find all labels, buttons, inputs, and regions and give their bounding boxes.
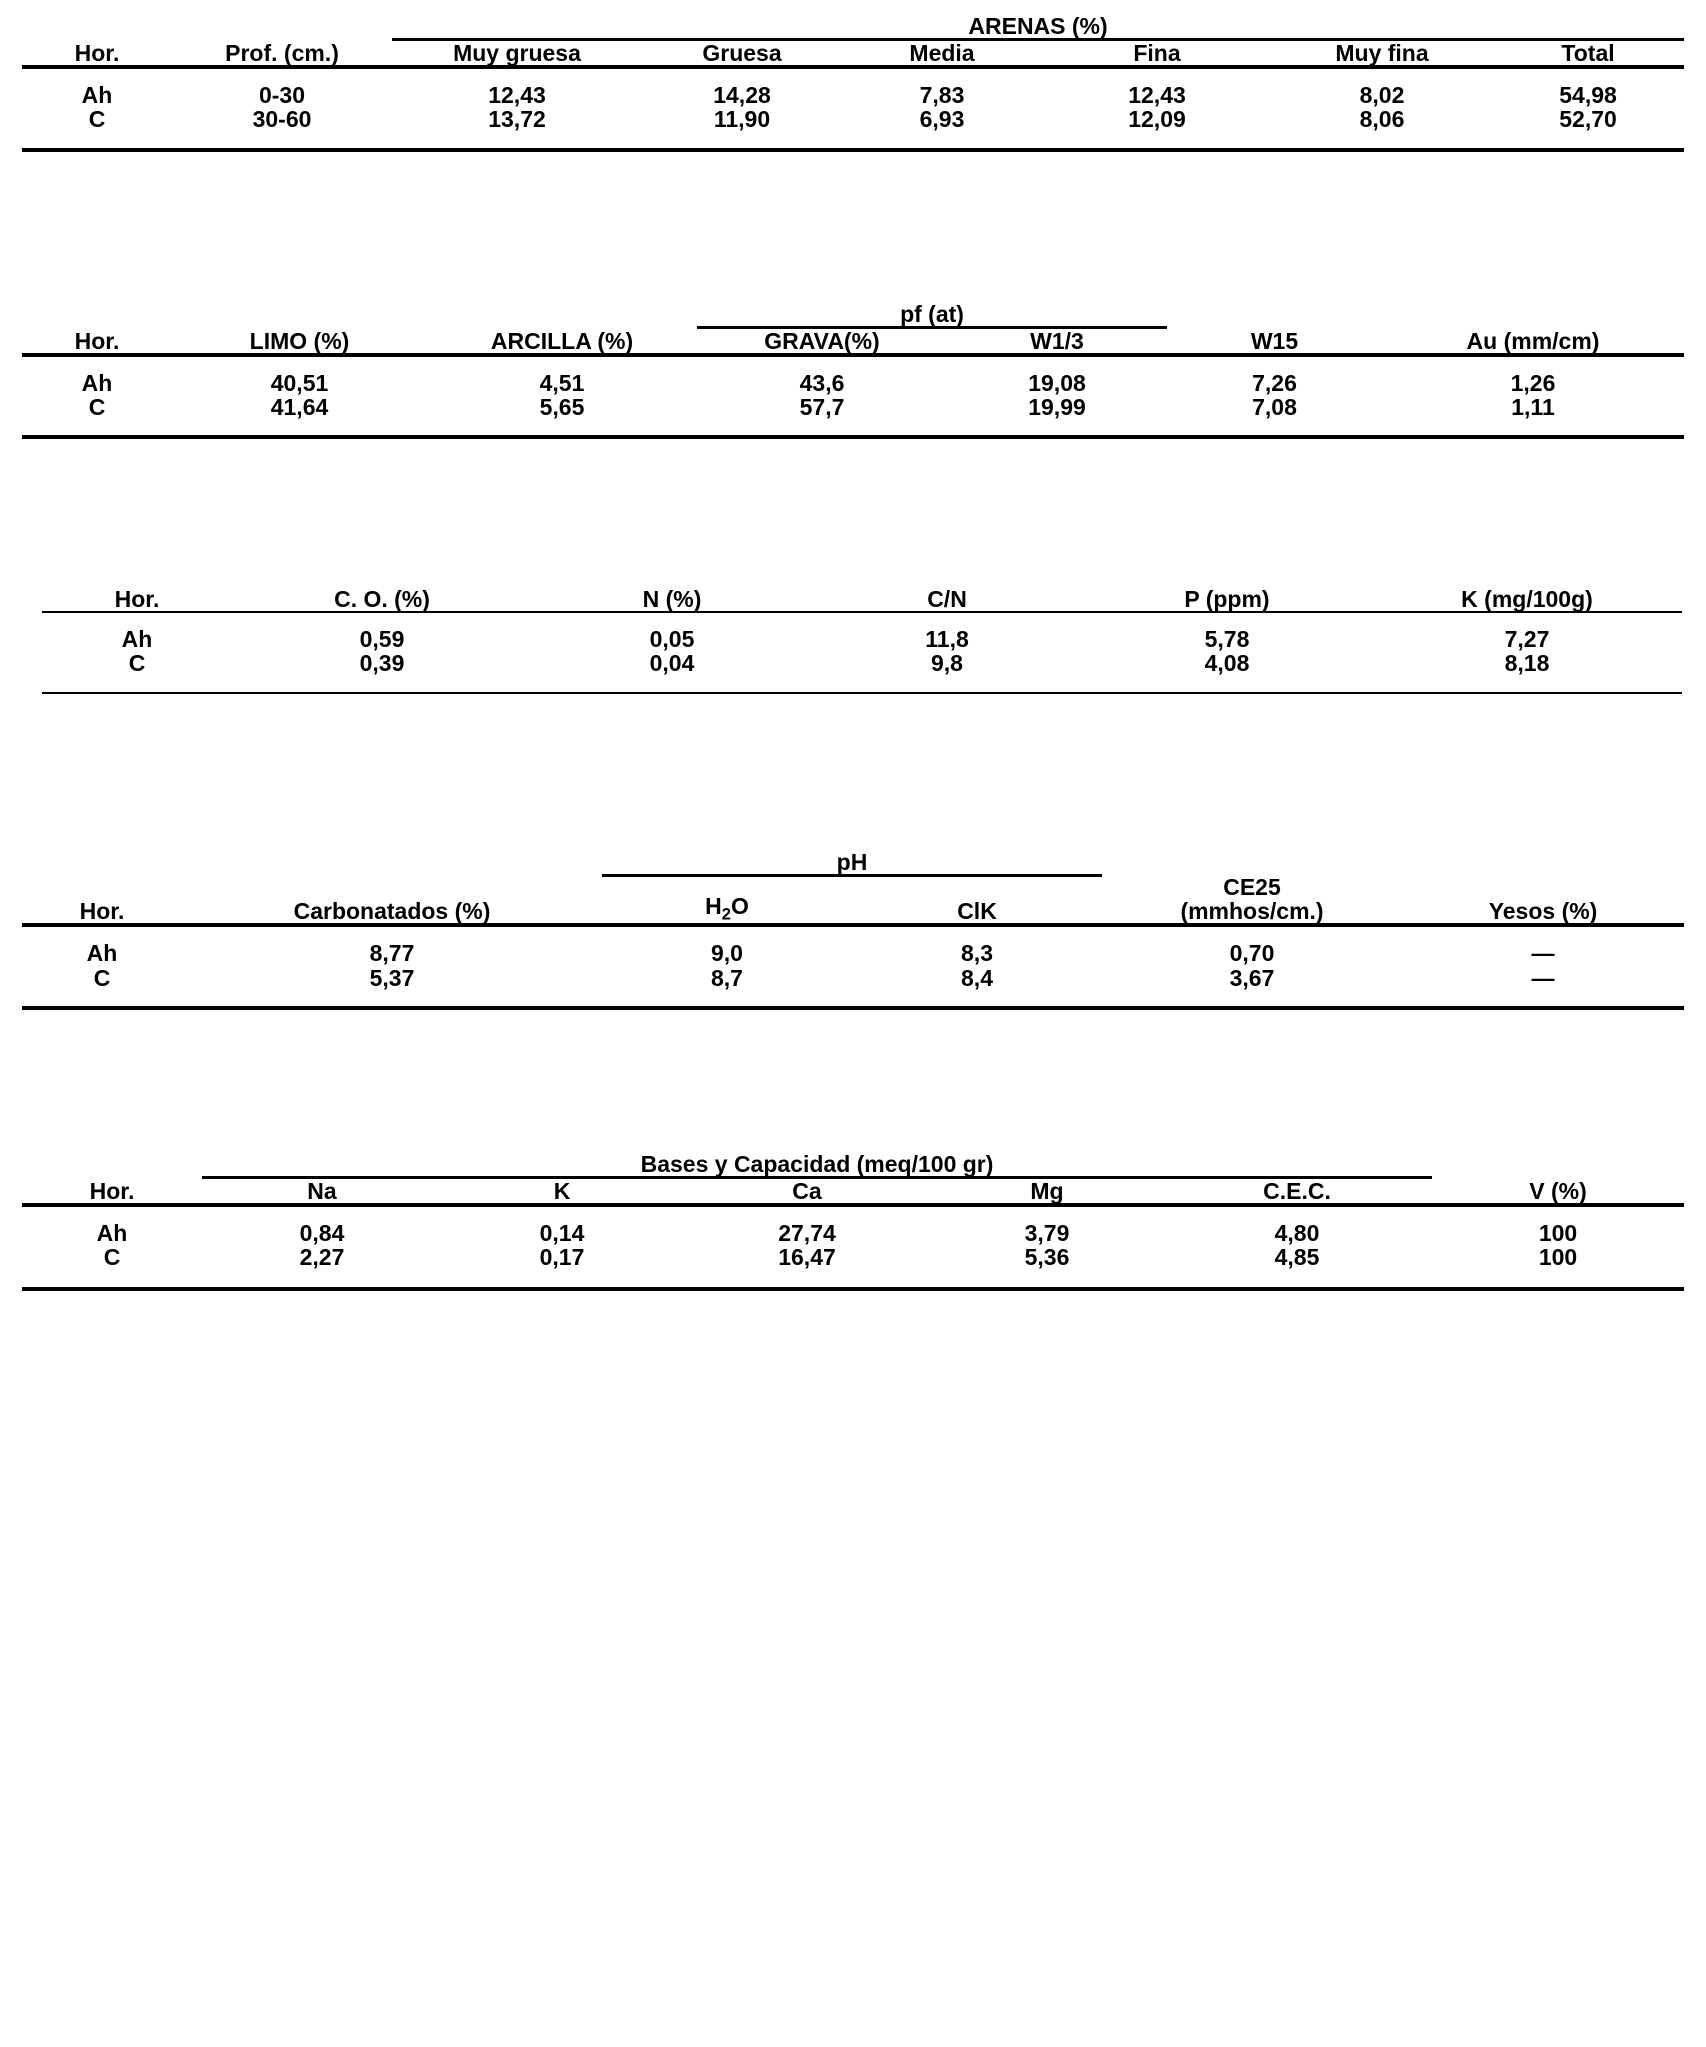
table-limo-arcilla xyxy=(22,302,1684,440)
ce25-line1: CE25 xyxy=(1223,874,1281,901)
col-header-fina: Fina xyxy=(1133,40,1181,67)
col-header-cn: C/N xyxy=(927,586,967,613)
gap-row xyxy=(22,69,1684,83)
cell-hor: Ah xyxy=(121,626,153,653)
group-header-row xyxy=(22,302,1684,326)
gap-row xyxy=(22,990,1684,1008)
gap-row xyxy=(22,132,1684,150)
cell-n: 0,05 xyxy=(649,626,695,653)
cell-na: 2,27 xyxy=(299,1244,345,1271)
col-header-hor: Hor. xyxy=(74,327,120,354)
col-header-n: N (%) xyxy=(642,586,702,613)
cell-muy-fina: 8,02 xyxy=(1359,82,1405,109)
rule-thin-bottom xyxy=(42,693,1682,694)
table-row xyxy=(22,966,1684,990)
cell-ce25: 3,67 xyxy=(1229,964,1275,991)
spacer xyxy=(22,152,1684,302)
cell-ce25: 0,70 xyxy=(1229,940,1275,967)
col-header-media: Media xyxy=(909,40,975,67)
table-bases-capacidad xyxy=(22,1152,1684,1292)
cell-co: 0,59 xyxy=(359,626,405,653)
header-row xyxy=(22,327,1684,355)
rule-thick-bottom xyxy=(22,1008,1684,1010)
cell-fina: 12,09 xyxy=(1128,106,1186,133)
col-header-carbonatados: Carbonatados (%) xyxy=(293,898,491,925)
cell-limo: 41,64 xyxy=(270,393,329,420)
cell-w15: 7,08 xyxy=(1252,393,1297,420)
cell-co: 0,39 xyxy=(359,650,405,677)
table-arenas xyxy=(22,14,1684,152)
cell-hor: Ah xyxy=(96,1220,128,1247)
col-header-yesos: Yesos (%) xyxy=(1488,898,1598,925)
cell-muy-gruesa: 12,43 xyxy=(488,82,546,109)
cell-hor: Ah xyxy=(81,369,113,396)
rule-row-bottom xyxy=(22,150,1684,152)
gap-row xyxy=(42,613,1682,627)
rule-thick-bottom xyxy=(22,437,1684,439)
table-row xyxy=(22,1221,1684,1245)
table-block-bases-capacidad xyxy=(22,1152,1684,1292)
rule-thick-bottom xyxy=(22,150,1684,152)
cell-grava: 43,6 xyxy=(799,369,845,396)
header-row xyxy=(42,587,1682,612)
col-header-v: V (%) xyxy=(1529,1177,1587,1204)
cell-k: 7,27 xyxy=(1504,626,1550,653)
cell-mg: 3,79 xyxy=(1024,1220,1070,1247)
col-header-muy-gruesa: Muy gruesa xyxy=(453,40,581,67)
cell-yesos: — xyxy=(1531,940,1555,967)
gap-row xyxy=(22,357,1684,371)
cell-arcilla: 5,65 xyxy=(539,393,585,420)
table-row xyxy=(22,107,1684,131)
cell-p: 4,08 xyxy=(1204,650,1250,677)
rule-row-bottom xyxy=(22,1008,1684,1010)
col-header-gruesa: Gruesa xyxy=(702,40,782,67)
cell-w15: 7,26 xyxy=(1252,369,1297,396)
gap-row xyxy=(42,676,1682,693)
col-header-cec: C.E.C. xyxy=(1263,1177,1331,1204)
cell-hor: Ah xyxy=(81,82,113,109)
table-row xyxy=(22,1245,1684,1269)
cell-gruesa: 11,90 xyxy=(713,106,771,133)
cell-total: 52,70 xyxy=(1559,106,1617,133)
cell-carbonatados: 8,77 xyxy=(369,940,415,967)
col-header-grava: GRAVA(%) xyxy=(764,327,880,354)
cell-ca: 16,47 xyxy=(778,1244,836,1271)
col-header-clk: ClK xyxy=(957,898,997,925)
cell-fina: 12,43 xyxy=(1128,82,1186,109)
header-row xyxy=(22,40,1684,68)
table-row xyxy=(42,627,1682,651)
cell-hor: C xyxy=(88,393,106,420)
cell-media: 6,93 xyxy=(919,106,965,133)
col-header-co: C. O. (%) xyxy=(334,586,430,613)
cell-ph-clk: 8,4 xyxy=(961,964,993,991)
rule-thick-bottom xyxy=(22,1289,1684,1291)
cell-hor: C xyxy=(93,964,111,991)
cell-ca: 27,74 xyxy=(778,1220,836,1247)
table-block-carbono-nitrogeno xyxy=(22,587,1684,693)
cell-k: 0,17 xyxy=(539,1244,585,1271)
table-row xyxy=(22,83,1684,107)
h2o-tail: O xyxy=(730,893,749,920)
cell-mg: 5,36 xyxy=(1024,1244,1070,1271)
cell-hor: C xyxy=(88,106,106,133)
col-header-muy-fina: Muy fina xyxy=(1335,40,1429,67)
cell-carbonatados: 5,37 xyxy=(369,964,415,991)
gap-row xyxy=(22,1207,1684,1221)
cell-k: 8,18 xyxy=(1504,650,1550,677)
col-header-hor: Hor. xyxy=(74,40,120,67)
h2o-main: H xyxy=(705,893,722,920)
table-ph-carbonatos xyxy=(22,850,1684,1010)
spacer xyxy=(22,694,1684,850)
table-row xyxy=(22,941,1684,965)
cell-ph-clk: 8,3 xyxy=(961,940,993,967)
cell-n: 0,04 xyxy=(649,650,695,677)
spacer xyxy=(22,439,1684,587)
cell-limo: 40,51 xyxy=(270,369,329,396)
rule-row-bottom xyxy=(22,437,1684,439)
cell-k: 0,14 xyxy=(539,1220,585,1247)
table-block-ph-carbonatos xyxy=(22,850,1684,1010)
cell-arcilla: 4,51 xyxy=(539,369,585,396)
cell-cec: 4,80 xyxy=(1274,1220,1320,1247)
group-header-row xyxy=(22,1152,1684,1176)
table-block-limo-arcilla xyxy=(22,302,1684,440)
cell-v: 100 xyxy=(1538,1244,1578,1271)
cell-prof: 0-30 xyxy=(258,82,306,109)
gap-row xyxy=(22,419,1684,437)
cell-gruesa: 14,28 xyxy=(713,82,771,109)
col-header-hor: Hor. xyxy=(114,586,160,613)
header-row xyxy=(22,1177,1684,1205)
gap-row xyxy=(22,1269,1684,1289)
rule-row-bottom xyxy=(42,693,1682,694)
cell-muy-gruesa: 13,72 xyxy=(488,106,546,133)
col-header-total: Total xyxy=(1561,40,1615,67)
rule-row-bottom xyxy=(22,1289,1684,1291)
spacer xyxy=(22,1010,1684,1152)
col-header-ce25 xyxy=(1102,875,1402,925)
cell-cn: 11,8 xyxy=(925,626,969,653)
cell-hor: C xyxy=(128,650,146,677)
cell-hor: Ah xyxy=(86,940,118,967)
cell-au: 1,26 xyxy=(1510,369,1556,396)
table-row xyxy=(22,395,1684,419)
cell-au: 1,11 xyxy=(1511,393,1555,420)
table-carbono-nitrogeno xyxy=(42,587,1682,693)
col-header-p: P (ppm) xyxy=(1184,586,1270,613)
group-header-pf: pf (at) xyxy=(900,300,964,327)
header-row xyxy=(22,875,1684,925)
table-block-arenas xyxy=(22,14,1684,152)
col-header-k: K (mg/100g) xyxy=(1461,586,1593,613)
group-header-ph: pH xyxy=(836,848,868,875)
cell-cn: 9,8 xyxy=(931,650,963,677)
cell-prof: 30-60 xyxy=(252,106,312,133)
cell-w13: 19,08 xyxy=(1028,369,1086,396)
cell-hor: C xyxy=(103,1244,121,1271)
ce25-line2: (mmhos/cm.) xyxy=(1180,898,1324,925)
col-header-arcilla: ARCILLA (%) xyxy=(490,327,634,354)
col-header-mg: Mg xyxy=(1030,1177,1064,1204)
group-header-row xyxy=(22,14,1684,38)
cell-w13: 19,99 xyxy=(1028,393,1086,420)
cell-cec: 4,85 xyxy=(1274,1244,1320,1271)
col-header-na: Na xyxy=(307,1177,337,1204)
col-header-limo: LIMO (%) xyxy=(249,327,350,354)
h2o-sub: 2 xyxy=(721,905,731,925)
table-row xyxy=(22,371,1684,395)
col-header-hor: Hor. xyxy=(89,1177,135,1204)
group-header-arenas: ARENAS (%) xyxy=(968,13,1108,39)
col-header-k: K xyxy=(553,1177,571,1204)
cell-media: 7,83 xyxy=(919,82,965,109)
col-header-au: Au (mm/cm) xyxy=(1466,327,1600,354)
col-header-hor: Hor. xyxy=(79,898,125,925)
cell-p: 5,78 xyxy=(1204,626,1250,653)
cell-v: 100 xyxy=(1538,1220,1578,1247)
cell-grava: 57,7 xyxy=(799,393,845,420)
col-header-prof: Prof. (cm.) xyxy=(225,40,339,67)
cell-na: 0,84 xyxy=(299,1220,345,1247)
cell-muy-fina: 8,06 xyxy=(1359,106,1405,133)
cell-total: 54,98 xyxy=(1559,82,1617,109)
cell-ph-h2o: 8,7 xyxy=(711,964,743,991)
col-header-w15: W15 xyxy=(1250,327,1299,354)
col-header-ca: Ca xyxy=(792,1177,822,1204)
gap-row xyxy=(22,927,1684,941)
group-header-row xyxy=(22,850,1684,874)
col-header-h2o xyxy=(602,875,852,925)
table-row xyxy=(42,651,1682,675)
col-header-w13: W1/3 xyxy=(1030,327,1084,354)
cell-yesos: — xyxy=(1531,964,1555,991)
group-header-bases: Bases y Capacidad (meq/100 gr) xyxy=(640,1150,994,1177)
cell-ph-h2o: 9,0 xyxy=(711,940,743,967)
